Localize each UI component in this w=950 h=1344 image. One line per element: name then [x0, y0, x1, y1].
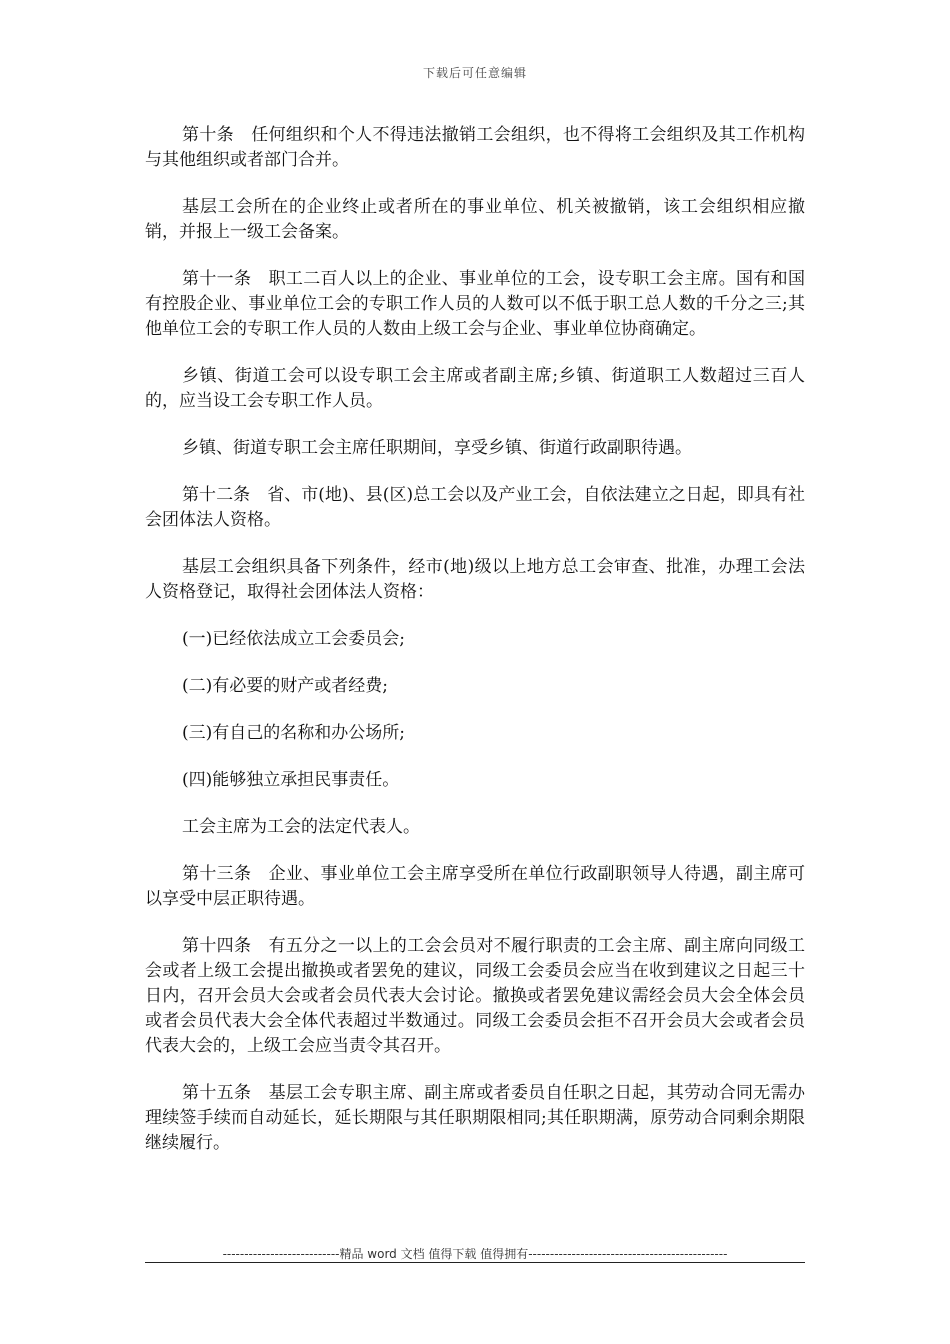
- paragraph-article-12-2: 基层工会组织具备下列条件，经市(地)级以上地方总工会审查、批准，办理工会法人资格登记，取得社会团体法人资格：: [145, 557, 805, 602]
- paragraph-article-12: 第十二条 省、市(地)、县(区)总工会以及产业工会，自依法建立之日起，即具有社会团体法人资格。: [145, 485, 805, 530]
- paragraph-article-14: 第十四条 有五分之一以上的工会会员对不履行职责的工会主席、副主席向同级工会或者上级工会提出撤换或者罢免的建议，同级工会委员会应当在收到建议之日起三十日内，召开会员大会或者会员代表大会讨论。撤换或者罢免建议需经会员大会全体会员或者会员代表大会全体代表超过半数通过。同级工会委员会拒不召开会员大会或者会员代表大会的，上级工会应当责令其召开。: [145, 936, 805, 1056]
- list-item-condition-1: (一)已经依法成立工会委员会;: [182, 629, 405, 649]
- paragraph-article-11-2: 乡镇、街道工会可以设专职工会主席或者副主席;乡镇、街道职工人数超过三百人的，应当设工会专职工作人员。: [145, 366, 805, 411]
- footer-note: ---------------------------精品 word 文档 值得下载 值得拥有----------------------------------------------: [222, 1247, 728, 1261]
- paragraph-article-10-2: 基层工会所在的企业终止或者所在的事业单位、机关被撤销，该工会组织相应撤销，并报上一级工会备案。: [145, 197, 805, 242]
- paragraph-article-11-3: 乡镇、街道专职工会主席任职期间，享受乡镇、街道行政副职待遇。: [182, 438, 692, 458]
- paragraph-article-11: 第十一条 职工二百人以上的企业、事业单位的工会，设专职工会主席。国有和国有控股企业、事业单位工会的专职工作人员的人数可以不低于职工总人数的千分之三;其他单位工会的专职工作人员的人数由上级工会与企业、事业单位协商确定。: [145, 269, 805, 339]
- header-note: 下载后可任意编辑: [422, 66, 527, 80]
- paragraph-legal-representative: 工会主席为工会的法定代表人。: [182, 817, 420, 837]
- paragraph-article-10: 第十条 任何组织和个人不得违法撤销工会组织，也不得将工会组织及其工作机构与其他组织或者部门合并。: [145, 125, 805, 170]
- list-item-condition-2: (二)有必要的财产或者经费;: [182, 676, 388, 696]
- document-body: [145, 123, 805, 1178]
- list-item-condition-3: (三)有自己的名称和办公场所;: [182, 723, 405, 743]
- footer-divider: [145, 1262, 805, 1263]
- paragraph-article-13: 第十三条 企业、事业单位工会主席享受所在单位行政副职领导人待遇，副主席可以享受中层正职待遇。: [145, 864, 805, 909]
- list-item-condition-4: (四)能够独立承担民事责任。: [182, 770, 400, 790]
- paragraph-article-15: 第十五条 基层工会专职主席、副主席或者委员自任职之日起，其劳动合同无需办理续签手续而自动延长，延长期限与其任职期限相同;其任职期满，原劳动合同剩余期限继续履行。: [145, 1083, 805, 1153]
